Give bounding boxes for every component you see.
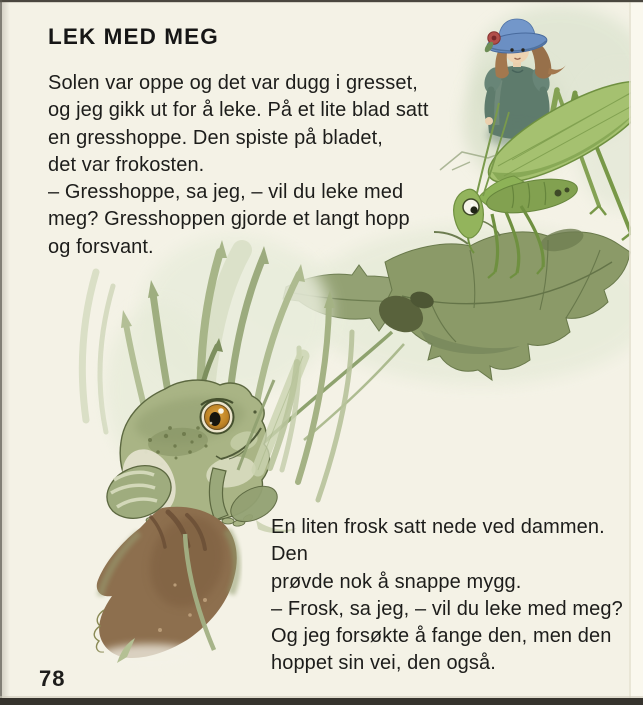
mound-illustration [94,507,237,670]
story-line: Solen var oppe og det var dugg i gresset, [48,72,418,94]
story-line: Og jeg forsøkte å fange den, men den [271,625,612,648]
paragraph-2 [271,514,643,678]
story-line: meg? Gresshoppen gjorde et langt hopp [48,208,410,231]
story-line: En liten frosk satt nede ved dammen. Den [271,516,605,566]
page-title: LEK MED MEG [48,24,219,49]
story-line: hoppet sin vei, den også. [271,652,496,675]
story-line: en gresshoppe. Den spiste på bladet, [48,126,383,149]
story-line: – Frosk, sa jeg, – vil du leke med meg? [271,597,623,620]
story-line: og jeg gikk ut for å leke. På et lite blad satt [48,99,429,122]
page-number: 78 [39,666,66,691]
story-line: – Gresshoppe, sa jeg, – vil du leke med [48,181,404,204]
story-line: og forsvant. [48,235,154,258]
story-line: det var frokosten. [48,153,205,176]
story-line: prøvde nok å snappe mygg. [271,570,522,593]
paragraph-1 [48,70,478,261]
